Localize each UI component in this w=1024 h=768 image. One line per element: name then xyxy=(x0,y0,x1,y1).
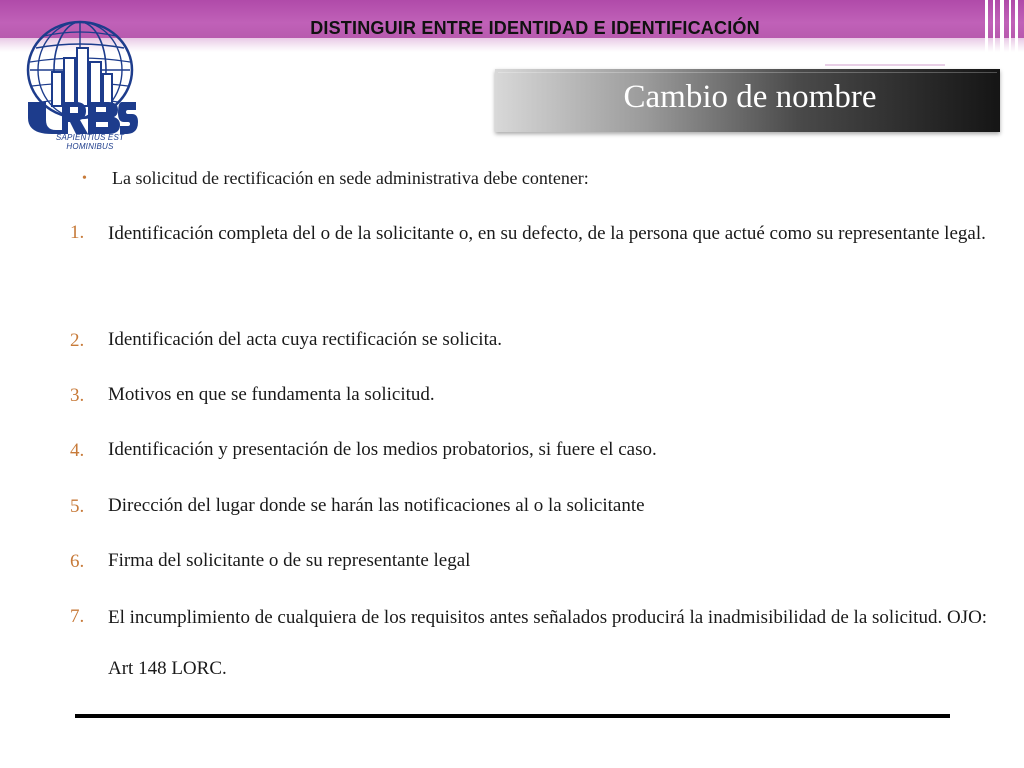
section-header-title: DISTINGUIR ENTRE IDENTIDAD E IDENTIFICACIÓN xyxy=(310,18,760,38)
slide-title-box xyxy=(495,69,1000,132)
list-item-text: Identificación del acta cuya rectificación se solicita. xyxy=(108,329,503,350)
list-item-number: 1. xyxy=(70,222,85,243)
list-item-text: Identificación completa del o de la solicitante o, en su defecto, de la persona que actué como su representante legal. xyxy=(108,223,986,244)
list-item-number: 6. xyxy=(70,551,85,572)
list-item-text: El incumplimiento de cualquiera de los requisitos antes señalados producirá la inadmisibilidad de la solicitud. OJO: Art 148 LORC. xyxy=(108,607,988,679)
bullet-icon: • xyxy=(82,171,87,186)
bottom-divider xyxy=(75,714,950,718)
list-item-text: Firma del solicitante o de su representante legal xyxy=(108,550,471,571)
logo-motto: SAPIENTIUS EST HOMINIBUS xyxy=(55,133,125,151)
list-item-number: 4. xyxy=(70,440,85,461)
list-item-number: 5. xyxy=(70,496,85,517)
intro-text: La solicitud de rectificación en sede administrativa debe contener: xyxy=(112,168,589,188)
list-item-text: Motivos en que se fundamenta la solicitud. xyxy=(108,384,435,405)
intro-bullet xyxy=(82,168,982,189)
list-item-number: 7. xyxy=(70,606,85,627)
slide-title-text: Cambio de nombre xyxy=(623,79,877,115)
list-item-text: Identificación y presentación de los medios probatorios, si fuere el caso. xyxy=(108,439,657,460)
globe-buildings-logo-icon xyxy=(22,18,140,148)
list-item-text: Dirección del lugar donde se harán las notificaciones al o la solicitante xyxy=(108,495,645,516)
urbs-logo xyxy=(22,18,140,148)
slide-title xyxy=(495,79,1000,116)
list-item-number: 2. xyxy=(70,330,85,351)
list-item-number: 3. xyxy=(70,385,85,406)
header-divider-line xyxy=(825,64,945,66)
header-band-shadow xyxy=(0,38,1024,52)
header-divider-line xyxy=(560,56,950,58)
